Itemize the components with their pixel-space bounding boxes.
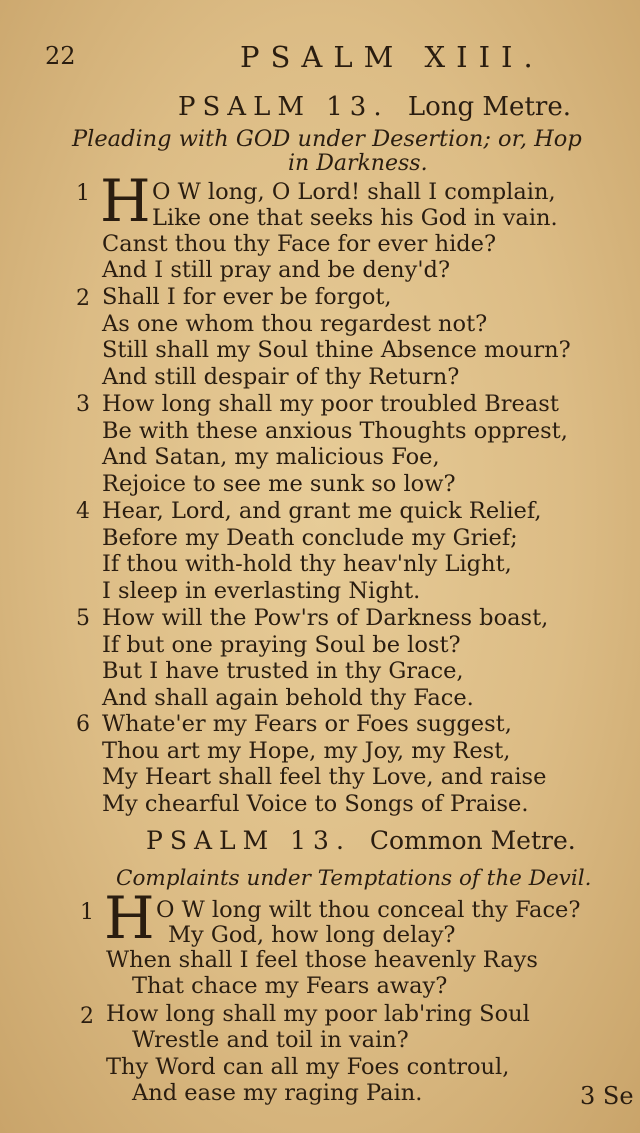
psalm2-heading [146, 826, 576, 855]
verse-line: When shall I feel those heavenly Rays [106, 947, 538, 973]
psalm1-title: PSALM 13. [178, 92, 389, 122]
verse-line: As one whom thou regardest not? [102, 311, 488, 337]
verse-number: 6 [76, 712, 90, 737]
verse-number: 3 [76, 392, 90, 417]
verse-line: Shall I for ever be forgot, [102, 284, 392, 310]
psalm2-metre: Common Metre. [369, 826, 576, 855]
psalm1-subtitle-line1: Pleading with GOD under Desertion; or, Hop [72, 126, 582, 152]
psalm1-heading [178, 92, 571, 122]
verse-line: Thou art my Hope, my Joy, my Rest, [102, 738, 511, 764]
verse-line: How long shall my poor lab'ring Soul [106, 1001, 530, 1027]
verse-line: Thy Word can all my Foes controul, [106, 1054, 510, 1080]
verse-line: I sleep in everlasting Night. [102, 578, 421, 604]
verse-line: Canst thou thy Face for ever hide? [102, 231, 497, 257]
verse-line: Like one that seeks his God in vain. [152, 205, 558, 231]
verse-line: And I still pray and be deny'd? [102, 257, 451, 283]
verse-line: And shall again behold thy Face. [102, 685, 474, 711]
page-number: 22 [45, 42, 76, 70]
verse-line: My God, how long delay? [168, 922, 456, 948]
verse-line: And ease my raging Pain. [132, 1080, 423, 1106]
verse-number: 1 [76, 181, 90, 206]
verse-line: How long shall my poor troubled Breast [102, 391, 559, 417]
psalm2-subtitle: Complaints under Temptations of the Devil. [116, 866, 592, 891]
verse-line: If thou with-hold thy heav'nly Light, [102, 551, 512, 577]
verse-line: O W long wilt thou conceal thy Face? [156, 897, 581, 923]
verse-number: 2 [76, 286, 90, 311]
verse-line: That chace my Fears away? [132, 973, 448, 999]
verse-line: And Satan, my malicious Foe, [102, 444, 440, 470]
verse-number: 1 [80, 900, 94, 925]
psalm2-title: PSALM 13. [146, 826, 351, 855]
verse-line: Wrestle and toil in vain? [132, 1027, 409, 1053]
verse-number: 2 [80, 1004, 94, 1029]
running-head: PSALM XIII. [240, 40, 544, 74]
verse-number: 5 [76, 606, 90, 631]
verse-line: Before my Death conclude my Grief; [102, 525, 518, 551]
verse-line: But I have trusted in thy Grace, [102, 658, 464, 684]
verse-line: O W long, O Lord! shall I complain, [152, 179, 556, 205]
verse-line: If but one praying Soul be lost? [102, 632, 461, 658]
psalm1-subtitle-line2: in Darkness. [288, 151, 428, 176]
catchword: 3 Se [580, 1082, 634, 1110]
verse-line: Whate'er my Fears or Foes suggest, [102, 711, 512, 737]
drop-cap: H [100, 167, 151, 235]
psalm1-metre: Long Metre. [407, 92, 571, 122]
verse-line: My chearful Voice to Songs of Praise. [102, 791, 529, 817]
drop-cap: H [104, 884, 155, 952]
verse-line: How will the Pow'rs of Darkness boast, [102, 605, 549, 631]
verse-line: Hear, Lord, and grant me quick Relief, [102, 498, 542, 524]
verse-line: Be with these anxious Thoughts opprest, [102, 418, 568, 444]
verse-line: And still despair of thy Return? [102, 364, 460, 390]
verse-line: My Heart shall feel thy Love, and raise [102, 764, 547, 790]
verse-line: Rejoice to see me sunk so low? [102, 471, 456, 497]
verse-line: Still shall my Soul thine Absence mourn? [102, 337, 571, 363]
verse-number: 4 [76, 499, 90, 524]
